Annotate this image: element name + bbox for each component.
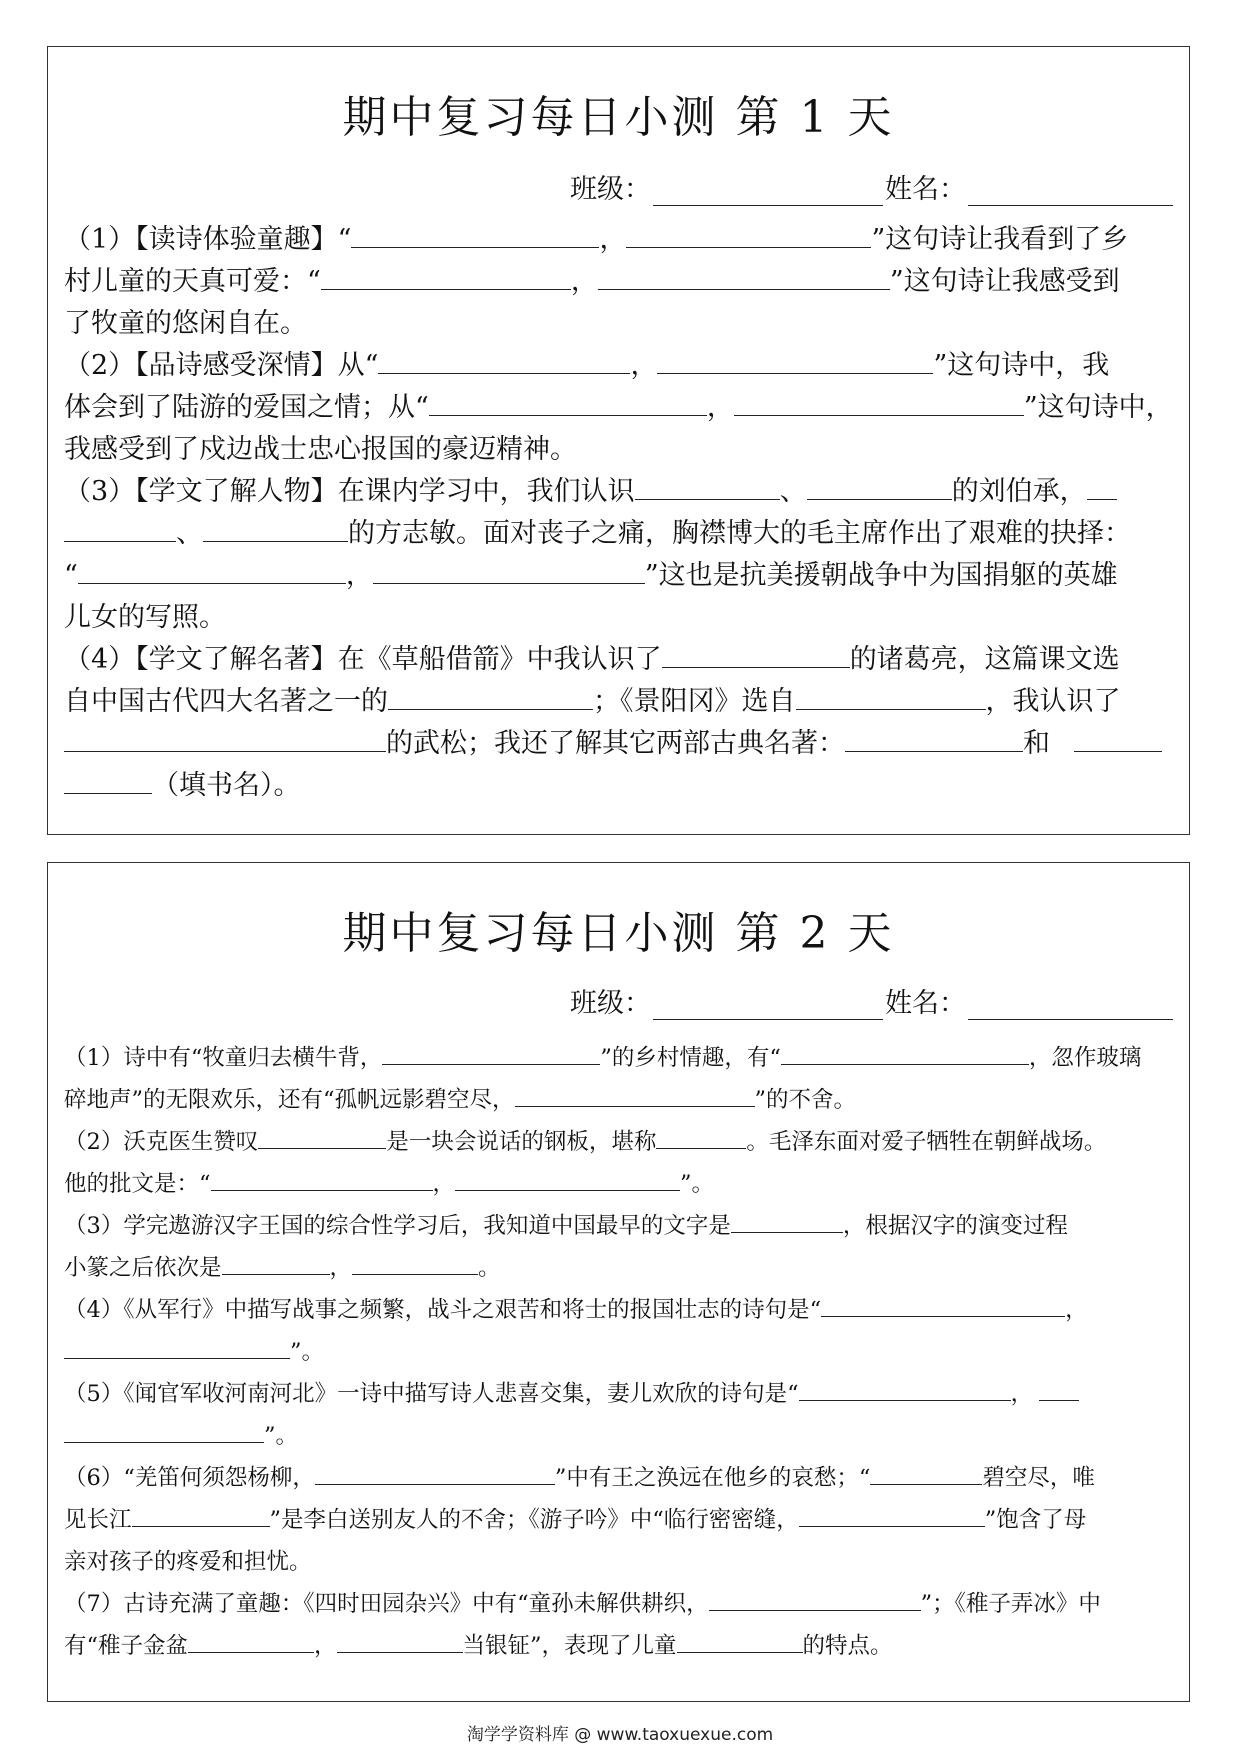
question-text: 的特点。: [802, 1633, 893, 1659]
question-text: ”这句诗让我感受到: [889, 266, 1120, 297]
question-text: （4）【学文了解名著】在《草船借箭》中我认识了: [64, 644, 662, 675]
answer-blank[interactable]: [188, 1631, 314, 1653]
question-text: 他的批文是：“: [64, 1171, 211, 1197]
question-text: 的武松；我还了解其它两部古典名著：: [386, 728, 845, 759]
answer-blank[interactable]: [845, 725, 1023, 752]
question-2-line-3: [64, 429, 1175, 471]
question-text: 有“稚子金盆: [64, 1633, 189, 1659]
question-text: ，: [599, 224, 627, 255]
question-3-line-2: [64, 1247, 1175, 1289]
question-text: ”中有王之涣远在他乡的哀愁；“: [554, 1465, 871, 1491]
class-name-line: [570, 981, 1175, 1020]
question-text: ，我认识了: [985, 686, 1121, 717]
answer-blank[interactable]: [657, 347, 933, 374]
answer-blank[interactable]: [1039, 1379, 1079, 1401]
answer-blank[interactable]: [796, 683, 986, 710]
question-text: 的诸葛亮，这篇课文选: [849, 644, 1120, 675]
answer-blank[interactable]: [64, 1337, 290, 1359]
answer-blank[interactable]: [315, 1463, 555, 1485]
question-4-line-2: [64, 681, 1175, 723]
question-5-line-1: [64, 1373, 1175, 1415]
question-text: ”这句诗让我看到了乡: [871, 224, 1129, 255]
question-text: （2）沃克医生赞叹: [64, 1129, 259, 1155]
question-2-line-2: [64, 1163, 1175, 1205]
question-text: ”的乡村情趣，有“: [600, 1045, 781, 1071]
class-name-line: [570, 167, 1175, 206]
answer-blank[interactable]: [321, 263, 571, 290]
question-text: ，: [630, 350, 658, 381]
answer-blank[interactable]: [1087, 473, 1117, 500]
question-3-line-1: [64, 471, 1175, 513]
class-field[interactable]: [653, 178, 883, 206]
question-text: ”。: [264, 1423, 299, 1449]
page-title: 期中复习每日小测 第 1 天: [342, 92, 895, 143]
question-3-line-4: [64, 597, 1175, 639]
question-text: ，: [345, 560, 373, 591]
question-text: 当银钲”，表现了儿童: [462, 1633, 677, 1659]
question-text: 村儿童的天真可爱：“: [64, 266, 321, 297]
answer-blank[interactable]: [203, 515, 348, 542]
question-text: ，忽作玻璃: [1028, 1045, 1142, 1071]
answer-blank[interactable]: [373, 557, 645, 584]
name-label: 姓名：: [885, 988, 966, 1019]
answer-blank[interactable]: [870, 1463, 982, 1485]
question-text: （3）学完遨游汉字王国的综合性学习后，我知道中国最早的文字是: [64, 1213, 731, 1239]
class-field[interactable]: [653, 992, 883, 1020]
question-1-line-3: [64, 303, 1175, 345]
answer-blank[interactable]: [352, 1253, 478, 1275]
answer-blank[interactable]: [351, 221, 599, 248]
answer-blank[interactable]: [731, 1211, 843, 1233]
question-4-line-1: [64, 1289, 1175, 1331]
answer-blank[interactable]: [626, 221, 871, 248]
question-7-line-1: [64, 1583, 1175, 1625]
quiz-card-day-1: [47, 46, 1190, 835]
answer-blank[interactable]: [211, 1169, 433, 1191]
question-text: （填书名）。: [152, 770, 301, 801]
question-text: ，: [706, 392, 734, 423]
question-text: 亲对孩子的疼爱和担忧。: [64, 1549, 312, 1575]
question-text: 。毛泽东面对爱子牺牲在朝鲜战场。: [746, 1129, 1107, 1155]
question-text: ，: [570, 266, 598, 297]
answer-blank[interactable]: [734, 389, 1024, 416]
question-6-line-1: [64, 1457, 1175, 1499]
class-label: 班级：: [570, 988, 651, 1019]
question-text: 是一块会说话的钢板，堪称: [386, 1129, 657, 1155]
question-text: 了牧童的悠闲自在。: [64, 308, 307, 339]
question-1-line-2: [64, 1079, 1175, 1121]
question-text: ，: [1065, 1297, 1088, 1323]
question-text: 、: [176, 518, 203, 549]
question-text: （7）古诗充满了童趣：《四时田园杂兴》中有“童孙未解供耕织，: [64, 1591, 709, 1617]
class-label: 班级：: [570, 174, 651, 205]
answer-blank[interactable]: [799, 1505, 985, 1527]
question-text: ”。: [290, 1339, 325, 1365]
answer-blank[interactable]: [455, 1169, 680, 1191]
answer-blank[interactable]: [662, 641, 850, 668]
question-text: ”饱含了母: [984, 1507, 1087, 1533]
answer-blank[interactable]: [515, 1085, 755, 1107]
question-3-line-2: [64, 513, 1175, 555]
question-text: ，: [1010, 1381, 1034, 1407]
question-4-line-2: [64, 1331, 1175, 1373]
question-text: 自中国古代四大名著之一的: [64, 686, 388, 717]
question-text: （5）《闻官军收河南河北》一诗中描写诗人悲喜交集，妻儿欢欣的诗句是“: [64, 1381, 799, 1407]
question-1-line-2: [64, 261, 1175, 303]
answer-blank[interactable]: [1074, 725, 1162, 752]
answer-blank[interactable]: [382, 1043, 600, 1065]
question-3-line-1: [64, 1205, 1175, 1247]
question-text: （1）诗中有“牧童归去横牛背，: [64, 1045, 383, 1071]
name-field[interactable]: [968, 992, 1173, 1020]
question-text: ，: [329, 1255, 353, 1281]
answer-blank[interactable]: [677, 1631, 803, 1653]
answer-blank[interactable]: [388, 683, 593, 710]
answer-blank[interactable]: [222, 1253, 330, 1275]
question-1-line-1: [64, 1037, 1175, 1079]
quiz-card-day-2: [47, 862, 1190, 1702]
question-7-line-2: [64, 1625, 1175, 1667]
question-text: 、: [779, 476, 807, 507]
answer-blank[interactable]: [635, 473, 780, 500]
question-text: 碎地声”的无限欢乐，还有“孤帆远影碧空尽，: [64, 1087, 515, 1113]
question-5-line-2: [64, 1415, 1175, 1457]
question-text: （3）【学文了解人物】在课内学习中，我们认识: [64, 476, 635, 507]
question-text: ”这也是抗美援朝战争中为国捐躯的英雄: [644, 560, 1118, 591]
question-text: ”；《稚子弄冰》中: [920, 1591, 1101, 1617]
answer-blank[interactable]: [709, 1589, 921, 1611]
answer-blank[interactable]: [78, 557, 346, 584]
answer-blank[interactable]: [821, 1295, 1065, 1317]
question-text: 碧空尽，唯: [982, 1465, 1095, 1491]
question-text: 我感受到了戍边战士忠心报国的豪迈精神。: [64, 434, 577, 465]
question-text: ”。: [680, 1171, 715, 1197]
answer-blank[interactable]: [656, 1127, 746, 1149]
answer-blank[interactable]: [429, 389, 707, 416]
question-1-line-1: [64, 219, 1175, 261]
name-label: 姓名：: [885, 174, 966, 205]
answer-blank[interactable]: [799, 1379, 1011, 1401]
question-text: ；《景阳冈》选自: [593, 686, 796, 717]
answer-blank[interactable]: [64, 1421, 264, 1443]
answer-blank[interactable]: [337, 1631, 463, 1653]
answer-blank[interactable]: [598, 263, 890, 290]
question-text: （1）【读诗体验童趣】“: [64, 224, 352, 255]
question-4-line-1: [64, 639, 1175, 681]
question-text: （6）“羌笛何须怨杨柳，: [64, 1465, 315, 1491]
question-text: 见长江: [64, 1507, 132, 1533]
question-text: 小篆之后依次是: [64, 1255, 222, 1281]
question-text: （2）【品诗感受深情】从“: [64, 350, 379, 381]
question-text: 儿女的写照。: [64, 602, 226, 633]
question-text: ”这句诗中，: [1023, 392, 1173, 423]
question-2-line-1: [64, 345, 1175, 387]
question-text: ”的不舍。: [754, 1087, 857, 1113]
question-2-line-1: [64, 1121, 1175, 1163]
question-text: “: [64, 560, 78, 591]
question-text: 的刘伯承，: [951, 476, 1087, 507]
question-text: ”是李白送别友人的不舍；《游子吟》中“临行密密缝，: [269, 1507, 799, 1533]
question-2-line-2: [64, 387, 1175, 429]
answer-blank[interactable]: [378, 347, 630, 374]
page-title: 期中复习每日小测 第 2 天: [342, 908, 895, 959]
question-4-line-3: [64, 723, 1175, 765]
answer-blank[interactable]: [781, 1043, 1029, 1065]
answer-blank[interactable]: [258, 1127, 386, 1149]
question-text: 体会到了陆游的爱国之情；从“: [64, 392, 429, 423]
question-text: 和: [1023, 728, 1050, 759]
question-4-line-4: [64, 765, 1175, 807]
answer-blank[interactable]: [64, 515, 176, 542]
question-3-line-3: [64, 555, 1175, 597]
question-text: 。: [478, 1255, 501, 1281]
question-text: 的方志敏。面对丧子之痛，胸襟博大的毛主席作出了艰难的抉择：: [348, 518, 1131, 549]
answer-blank[interactable]: [64, 767, 152, 794]
question-text: ，: [432, 1171, 456, 1197]
question-6-line-3: [64, 1541, 1175, 1583]
name-field[interactable]: [968, 178, 1173, 206]
question-text: ，: [314, 1633, 337, 1659]
footer-watermark: 淘学学资料库 @ www.taoxuexue.com: [466, 1725, 774, 1745]
question-text: ，根据汉字的演变过程: [842, 1213, 1068, 1239]
answer-blank[interactable]: [132, 1505, 270, 1527]
question-6-line-2: [64, 1499, 1175, 1541]
answer-blank[interactable]: [807, 473, 952, 500]
question-text: （4）《从军行》中描写战事之频繁，战斗之艰苦和将士的报国壮志的诗句是“: [64, 1297, 822, 1323]
question-text: ”这句诗中，我: [933, 350, 1110, 381]
answer-blank[interactable]: [64, 725, 386, 752]
